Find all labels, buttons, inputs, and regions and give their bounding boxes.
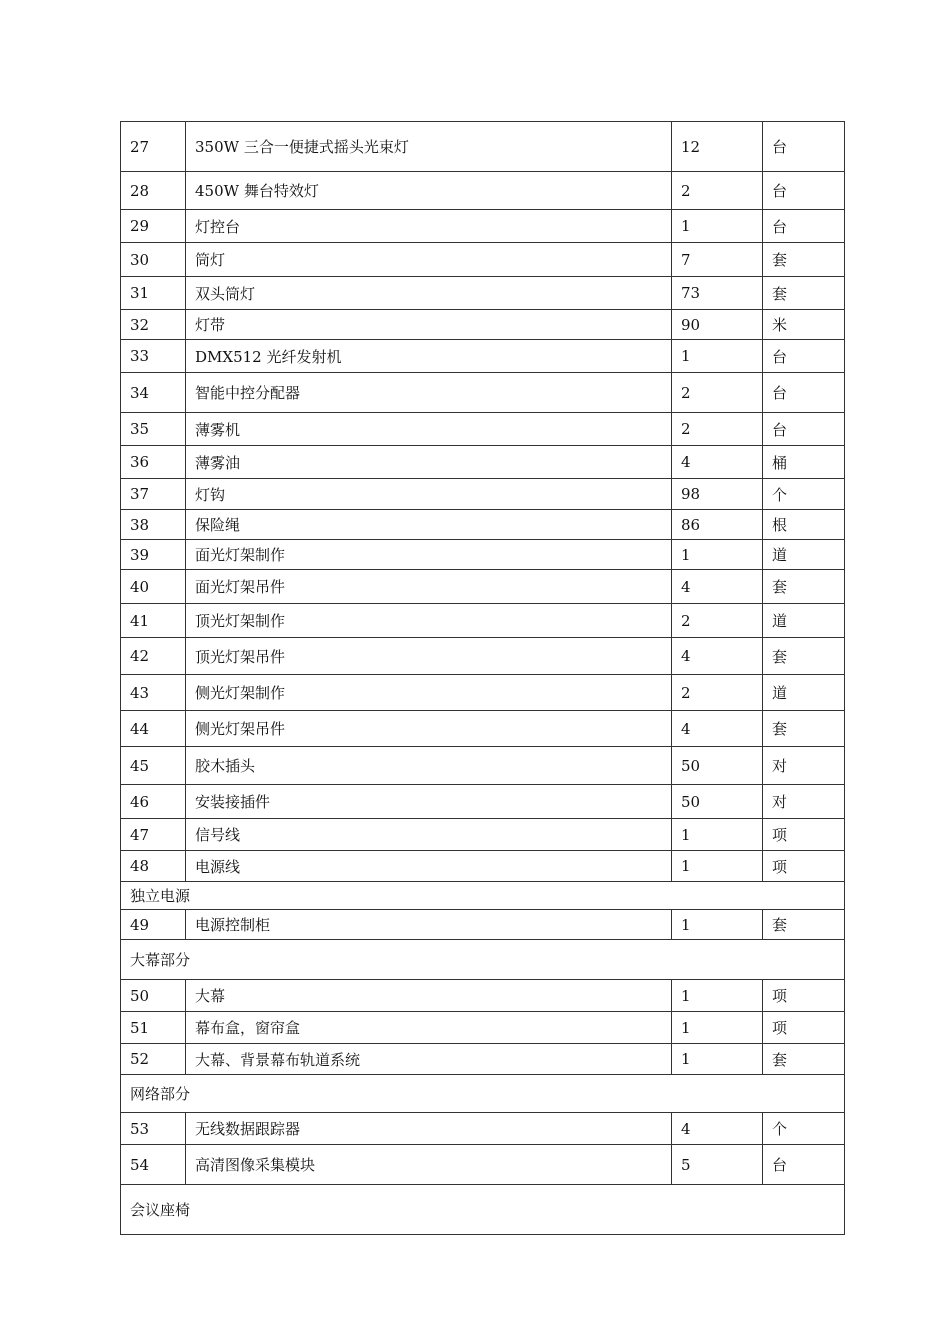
- item-unit-cell: 道: [763, 540, 845, 570]
- item-name-cell: 电源控制柜: [186, 910, 672, 940]
- item-number-cell: 30: [121, 243, 186, 277]
- section-label: 网络部分: [121, 1075, 845, 1113]
- section-row: [121, 1075, 845, 1113]
- equipment-table-body: [121, 122, 845, 1235]
- item-name-cell: 薄雾机: [186, 413, 672, 446]
- item-number-cell: 53: [121, 1113, 186, 1145]
- section-label: 会议座椅: [121, 1185, 845, 1235]
- item-name-cell: 面光灯架吊件: [186, 570, 672, 604]
- item-number-cell: 40: [121, 570, 186, 604]
- item-quantity-cell: 2: [672, 373, 763, 413]
- item-number-cell: 29: [121, 210, 186, 243]
- item-name-cell: 筒灯: [186, 243, 672, 277]
- item-name-cell: 无线数据跟踪器: [186, 1113, 672, 1145]
- item-unit-cell: 台: [763, 172, 845, 210]
- section-row: [121, 940, 845, 980]
- item-name-cell: 双头筒灯: [186, 277, 672, 310]
- item-unit-cell: 台: [763, 210, 845, 243]
- item-number-cell: 36: [121, 446, 186, 479]
- item-name-cell: DMX512 光纤发射机: [186, 340, 672, 373]
- item-number-cell: 38: [121, 510, 186, 540]
- item-unit-cell: 套: [763, 1044, 845, 1075]
- item-unit-cell: 套: [763, 243, 845, 277]
- table-row: [121, 1044, 845, 1075]
- item-unit-cell: 台: [763, 373, 845, 413]
- item-quantity-cell: 50: [672, 747, 763, 785]
- item-number-cell: 35: [121, 413, 186, 446]
- item-quantity-cell: 86: [672, 510, 763, 540]
- item-unit-cell: 台: [763, 1145, 845, 1185]
- item-quantity-cell: 1: [672, 851, 763, 882]
- item-number-cell: 45: [121, 747, 186, 785]
- item-number-cell: 52: [121, 1044, 186, 1075]
- table-row: [121, 711, 845, 747]
- item-unit-cell: 项: [763, 819, 845, 851]
- item-name-cell: 灯带: [186, 310, 672, 340]
- item-number-cell: 41: [121, 604, 186, 638]
- item-number-cell: 43: [121, 675, 186, 711]
- item-unit-cell: 道: [763, 604, 845, 638]
- item-name-cell: 大幕: [186, 980, 672, 1012]
- table-row: [121, 446, 845, 479]
- item-number-cell: 33: [121, 340, 186, 373]
- item-number-cell: 34: [121, 373, 186, 413]
- item-quantity-cell: 4: [672, 446, 763, 479]
- table-row: [121, 373, 845, 413]
- table-row: [121, 243, 845, 277]
- table-row: [121, 910, 845, 940]
- item-name-cell: 智能中控分配器: [186, 373, 672, 413]
- item-number-cell: 28: [121, 172, 186, 210]
- item-number-cell: 31: [121, 277, 186, 310]
- item-number-cell: 48: [121, 851, 186, 882]
- item-name-cell: 幕布盒，窗帘盒: [186, 1012, 672, 1044]
- section-row: [121, 882, 845, 910]
- item-name-cell: 胶木插头: [186, 747, 672, 785]
- table-row: [121, 604, 845, 638]
- item-unit-cell: 项: [763, 980, 845, 1012]
- item-name-cell: 大幕、背景幕布轨道系统: [186, 1044, 672, 1075]
- table-row: [121, 310, 845, 340]
- item-quantity-cell: 2: [672, 604, 763, 638]
- item-unit-cell: 套: [763, 910, 845, 940]
- item-quantity-cell: 4: [672, 711, 763, 747]
- item-unit-cell: 道: [763, 675, 845, 711]
- item-name-cell: 高清图像采集模块: [186, 1145, 672, 1185]
- item-unit-cell: 个: [763, 1113, 845, 1145]
- table-row: [121, 540, 845, 570]
- table-row: [121, 340, 845, 373]
- item-unit-cell: 米: [763, 310, 845, 340]
- item-number-cell: 44: [121, 711, 186, 747]
- table-row: [121, 479, 845, 510]
- item-quantity-cell: 2: [672, 675, 763, 711]
- section-row: [121, 1185, 845, 1235]
- equipment-table: [120, 121, 845, 1235]
- item-unit-cell: 台: [763, 122, 845, 172]
- item-number-cell: 39: [121, 540, 186, 570]
- item-quantity-cell: 1: [672, 980, 763, 1012]
- item-quantity-cell: 7: [672, 243, 763, 277]
- table-row: [121, 675, 845, 711]
- item-quantity-cell: 1: [672, 819, 763, 851]
- item-quantity-cell: 4: [672, 1113, 763, 1145]
- table-row: [121, 1113, 845, 1145]
- item-unit-cell: 对: [763, 747, 845, 785]
- item-quantity-cell: 1: [672, 210, 763, 243]
- item-name-cell: 侧光灯架制作: [186, 675, 672, 711]
- item-unit-cell: 项: [763, 851, 845, 882]
- table-row: [121, 638, 845, 675]
- item-name-cell: 面光灯架制作: [186, 540, 672, 570]
- section-label: 独立电源: [121, 882, 845, 910]
- item-name-cell: 灯控台: [186, 210, 672, 243]
- table-row: [121, 747, 845, 785]
- item-quantity-cell: 1: [672, 340, 763, 373]
- table-row: [121, 1012, 845, 1044]
- item-unit-cell: 对: [763, 785, 845, 819]
- item-number-cell: 47: [121, 819, 186, 851]
- item-name-cell: 薄雾油: [186, 446, 672, 479]
- item-unit-cell: 个: [763, 479, 845, 510]
- item-quantity-cell: 4: [672, 570, 763, 604]
- item-quantity-cell: 1: [672, 910, 763, 940]
- item-name-cell: 450W 舞台特效灯: [186, 172, 672, 210]
- table-row: [121, 570, 845, 604]
- item-unit-cell: 项: [763, 1012, 845, 1044]
- table-row: [121, 122, 845, 172]
- item-unit-cell: 套: [763, 638, 845, 675]
- item-name-cell: 灯钩: [186, 479, 672, 510]
- item-quantity-cell: 50: [672, 785, 763, 819]
- item-quantity-cell: 2: [672, 413, 763, 446]
- item-quantity-cell: 1: [672, 540, 763, 570]
- item-quantity-cell: 1: [672, 1012, 763, 1044]
- item-number-cell: 49: [121, 910, 186, 940]
- table-row: [121, 851, 845, 882]
- table-row: [121, 413, 845, 446]
- item-quantity-cell: 98: [672, 479, 763, 510]
- table-row: [121, 785, 845, 819]
- item-name-cell: 电源线: [186, 851, 672, 882]
- item-quantity-cell: 12: [672, 122, 763, 172]
- table-row: [121, 277, 845, 310]
- section-label: 大幕部分: [121, 940, 845, 980]
- item-unit-cell: 台: [763, 340, 845, 373]
- table-row: [121, 980, 845, 1012]
- item-name-cell: 信号线: [186, 819, 672, 851]
- item-number-cell: 27: [121, 122, 186, 172]
- item-unit-cell: 桶: [763, 446, 845, 479]
- item-quantity-cell: 5: [672, 1145, 763, 1185]
- table-row: [121, 819, 845, 851]
- item-name-cell: 侧光灯架吊件: [186, 711, 672, 747]
- item-unit-cell: 台: [763, 413, 845, 446]
- item-number-cell: 54: [121, 1145, 186, 1185]
- table-row: [121, 210, 845, 243]
- item-number-cell: 46: [121, 785, 186, 819]
- item-unit-cell: 套: [763, 570, 845, 604]
- item-name-cell: 350W 三合一便捷式摇头光束灯: [186, 122, 672, 172]
- item-name-cell: 安装接插件: [186, 785, 672, 819]
- item-name-cell: 顶光灯架制作: [186, 604, 672, 638]
- item-number-cell: 51: [121, 1012, 186, 1044]
- item-number-cell: 32: [121, 310, 186, 340]
- item-quantity-cell: 90: [672, 310, 763, 340]
- item-number-cell: 37: [121, 479, 186, 510]
- item-unit-cell: 套: [763, 711, 845, 747]
- item-quantity-cell: 2: [672, 172, 763, 210]
- table-row: [121, 510, 845, 540]
- table-row: [121, 1145, 845, 1185]
- item-quantity-cell: 73: [672, 277, 763, 310]
- item-unit-cell: 根: [763, 510, 845, 540]
- item-name-cell: 保险绳: [186, 510, 672, 540]
- item-number-cell: 50: [121, 980, 186, 1012]
- item-unit-cell: 套: [763, 277, 845, 310]
- item-number-cell: 42: [121, 638, 186, 675]
- table-row: [121, 172, 845, 210]
- item-quantity-cell: 4: [672, 638, 763, 675]
- item-quantity-cell: 1: [672, 1044, 763, 1075]
- item-name-cell: 顶光灯架吊件: [186, 638, 672, 675]
